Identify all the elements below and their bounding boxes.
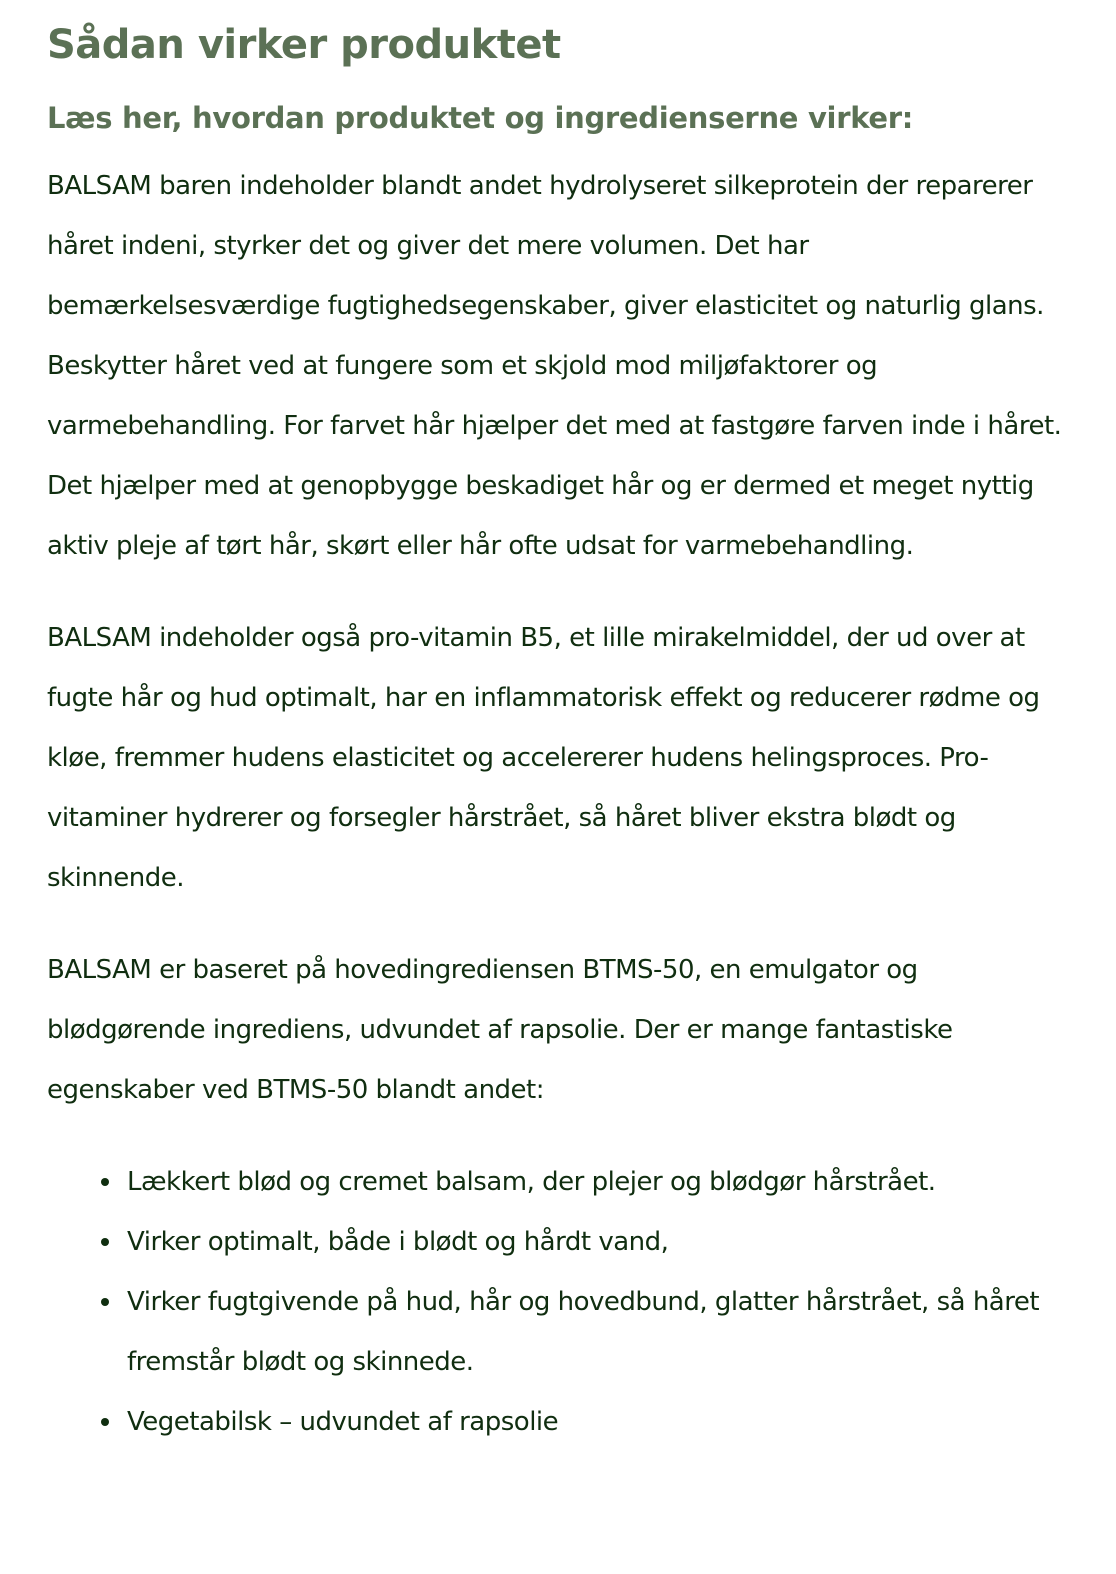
product-description [47, 16, 1077, 1452]
list-item [127, 1272, 1077, 1392]
bullet-icon [101, 1178, 109, 1186]
paragraph-vitamin-b5: BALSAM indeholder også pro-vitamin B5, et lille mirakelmiddel, der ud over at fugte hår og hud optimalt, har en inflammatorisk effekt og reducerer rødme og kløe, fremmer hudens elasticitet og accelererer hudens helingsproces. Pro-vitaminer hydrerer og forsegler hårstrået, så håret bliver ekstra blødt og skinnende. [47, 623, 1040, 893]
list-item-text: Virker fugtgivende på hud, hår og hovedbund, glatter hårstrået, så håret fremstår blødt og skinnede. [127, 1287, 1040, 1377]
paragraph-silk-protein: BALSAM baren indeholder blandt andet hydrolyseret silkeprotein der reparerer håret indeni, styrker det og giver det mere volumen. Det har bemærkelsesværdige fugtighedsegenskaber, giver elasticitet og naturlig glans. Beskytter håret ved at fungere som et skjold mod miljøfaktorer og varmebehandling. For farvet hår hjælper det med at fastgøre farven inde i håret. Det hjælper med at genopbygge beskadiget hår og er dermed et meget nyttig aktiv pleje af tørt hår, skørt eller hår ofte udsat for varmebehandling. [47, 171, 1062, 561]
bullet-icon [101, 1298, 109, 1306]
page-subtitle: Læs her, hvordan produktet og ingredienserne virker: [47, 101, 914, 135]
list-item-text: Lækkert blød og cremet balsam, der plejer og blødgør hårstrået. [127, 1167, 936, 1197]
page-title: Sådan virker produktet [47, 22, 561, 68]
bullet-icon [101, 1238, 109, 1246]
list-item [127, 1212, 1077, 1272]
list-item [127, 1152, 1077, 1212]
list-item [127, 1392, 1077, 1452]
list-item-text: Virker optimalt, både i blødt og hårdt vand, [127, 1227, 669, 1257]
bullet-icon [101, 1418, 109, 1426]
list-item-text: Vegetabilsk – udvundet af rapsolie [127, 1407, 559, 1437]
benefits-list [47, 1152, 1077, 1452]
paragraph-btms50: BALSAM er baseret på hovedingrediensen BTMS-50, en emulgator og blødgørende ingrediens, udvundet af rapsolie. Der er mange fantastiske egenskaber ved BTMS-50 blandt andet: [47, 955, 953, 1105]
